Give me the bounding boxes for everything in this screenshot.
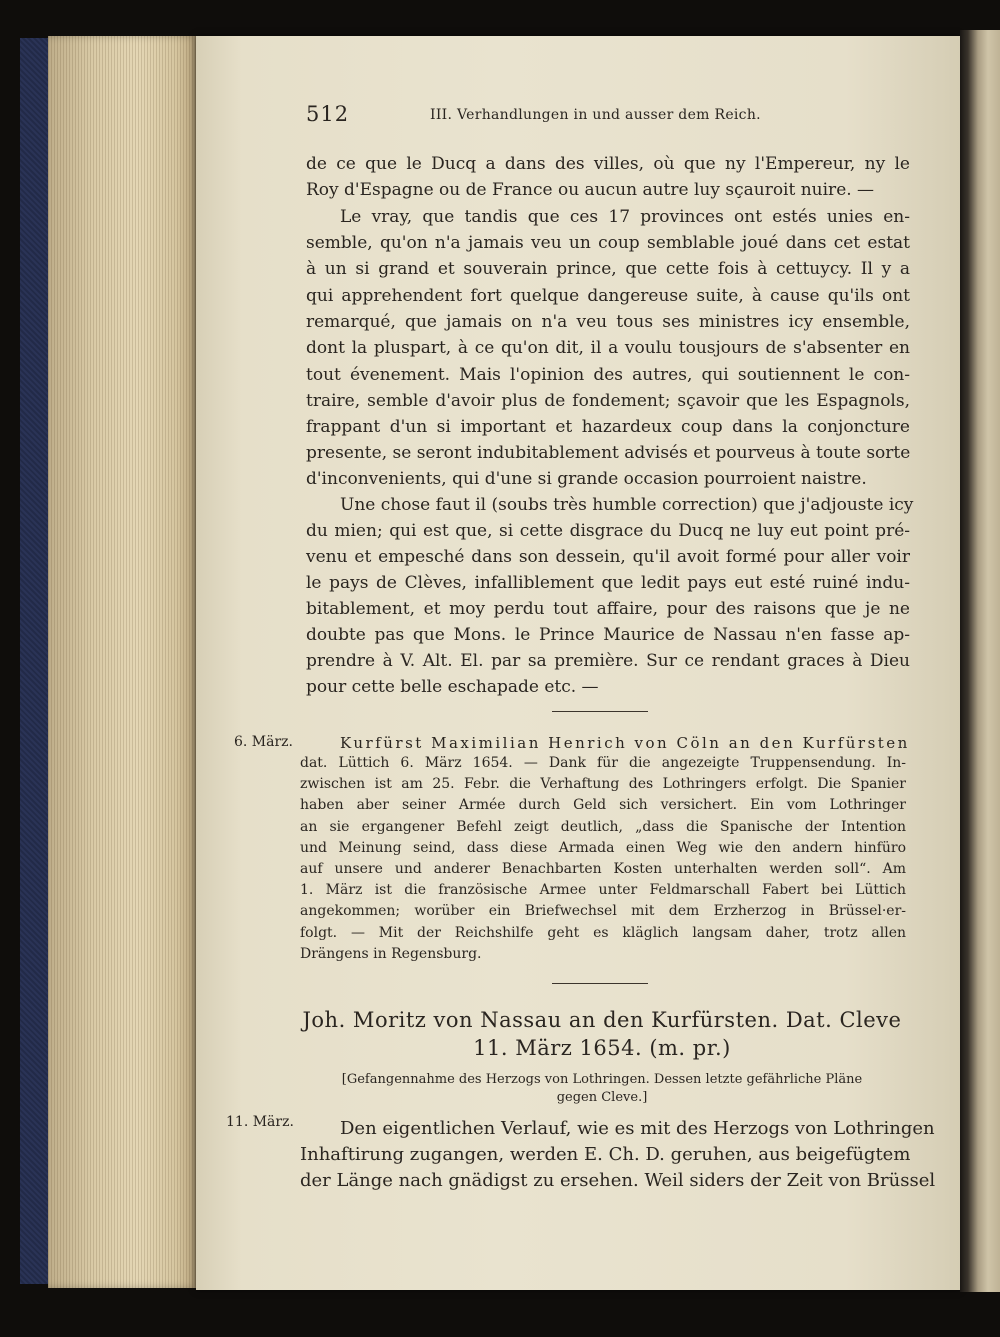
text-line: prendre à V. Alt. El. par sa première. Sur ce rendant graces à Dieu: [306, 651, 910, 671]
letter-line: der Länge nach gnädigst zu ersehen. Weil siders der Zeit von Brüssel: [300, 1170, 936, 1191]
text-line: Roy d'Espagne ou de France ou aucun autre luy sçauroit nuire. —: [306, 180, 875, 200]
summary-line: angekommen; worüber ein Briefwechsel mit dem Erzherzog in Brüssel·er-: [300, 903, 906, 919]
text-line: le pays de Clèves, infalliblement que ledit pays eut esté ruiné indu-: [306, 573, 910, 593]
text-line: d'inconvenients, qui d'une si grande occasion pourroient naistre.: [306, 469, 867, 489]
page-number: 512: [306, 102, 350, 126]
summary-line: an sie ergangener Befehl zeigt deutlich, „dass die Spanische der Intention: [300, 819, 906, 835]
letter-abstract: gegen Cleve.]: [556, 1090, 648, 1105]
text-line: traire, semble d'avoir plus de fondement; sçavoir que les Espagnols,: [306, 391, 910, 411]
text-line: pour cette belle eschapade etc. —: [306, 677, 599, 697]
letter-line: Inhaftirung zugangen, werden E. Ch. D. geruhen, aus beigefügtem: [300, 1144, 911, 1165]
summary-line: und Meinung seind, dass diese Armada einen Weg wie den andern hinfüro: [300, 840, 906, 856]
running-title: III. Verhandlungen in und ausser dem Reich.: [430, 107, 761, 123]
summary-line: haben aber seiner Armée durch Geld sich versichert. Ein vom Lothringer: [300, 797, 906, 813]
summary-line: 1. März ist die französische Armee unter Feldmarschall Fabert bei Lüttich: [300, 882, 906, 898]
summary-heading: Kurfürst Maximilian Henrich von Cöln an den Kurfürsten: [340, 734, 910, 752]
section-divider: [552, 711, 648, 712]
summary-line: folgt. — Mit der Reichshilfe geht es kläglich langsam daher, trotz allen: [300, 925, 906, 941]
letter-line: Den eigentlichen Verlauf, wie es mit des Herzogs von Lothringen: [340, 1118, 935, 1139]
text-line: tout évenement. Mais l'opinion des autres, qui soutiennent le con-: [306, 365, 910, 385]
text-line: de ce que le Ducq a dans des villes, où que ny l'Empereur, ny le: [306, 154, 910, 174]
letter-abstract: [Gefangennahme des Herzogs von Lothringen. Dessen letzte gefährliche Pläne: [341, 1072, 863, 1087]
text-line: du mien; qui est que, si cette disgrace du Ducq ne luy eut point pré-: [306, 521, 910, 541]
margin-date: 11. März.: [226, 1114, 294, 1130]
summary-line: Drängens in Regensburg.: [300, 946, 482, 962]
text-line: presente, se seront indubitablement advisés et pourveus à toute sorte: [306, 443, 911, 463]
text-line: à un si grand et souverain prince, que cette fois à cettuycy. Il y a: [306, 259, 910, 279]
opposite-page-edge: [960, 30, 1000, 1292]
page-edges: [48, 36, 198, 1288]
summary-line: zwischen ist am 25. Febr. die Verhaftung des Lothringers erfolgt. Die Spanier: [300, 776, 906, 792]
letter-title-date: 11. März 1654. (m. pr.): [473, 1036, 731, 1060]
text-line: Le vray, que tandis que ces 17 provinces ont estés unies en-: [340, 207, 910, 227]
summary-line: auf unsere und anderer Benachbarten Kosten unterhalten werden soll“. Am: [300, 861, 906, 877]
text-line: bitablement, et moy perdu tout affaire, pour des raisons que je ne: [306, 599, 910, 619]
letter-title: Joh. Moritz von Nassau an den Kurfürsten. Dat. Cleve: [302, 1008, 902, 1032]
text-line: venu et empesché dans son dessein, qu'il avoit formé pour aller voir: [306, 547, 910, 567]
section-divider: [552, 983, 648, 984]
summary-line: dat. Lüttich 6. März 1654. — Dank für die angezeigte Truppensendung. In-: [300, 755, 906, 771]
text-line: semble, qu'on n'a jamais veu un coup semblable joué dans cet estat: [306, 233, 910, 253]
text-line: Une chose faut il (soubs très humble correction) que j'adjouste icy: [340, 495, 914, 515]
text-line: frappant d'un si important et hazardeux coup dans la conjoncture: [306, 417, 910, 437]
text-line: remarqué, que jamais on n'a veu tous ses ministres icy ensemble,: [306, 312, 910, 332]
margin-date: 6. März.: [234, 734, 294, 750]
text-line: dont la pluspart, à ce qu'on dit, il a voulu tousjours de s'absenter en: [306, 338, 910, 358]
text-line: qui apprehendent fort quelque dangereuse suite, à cause qu'ils ont: [306, 286, 910, 306]
text-line: doubte pas que Mons. le Prince Maurice de Nassau n'en fasse ap-: [306, 625, 910, 645]
